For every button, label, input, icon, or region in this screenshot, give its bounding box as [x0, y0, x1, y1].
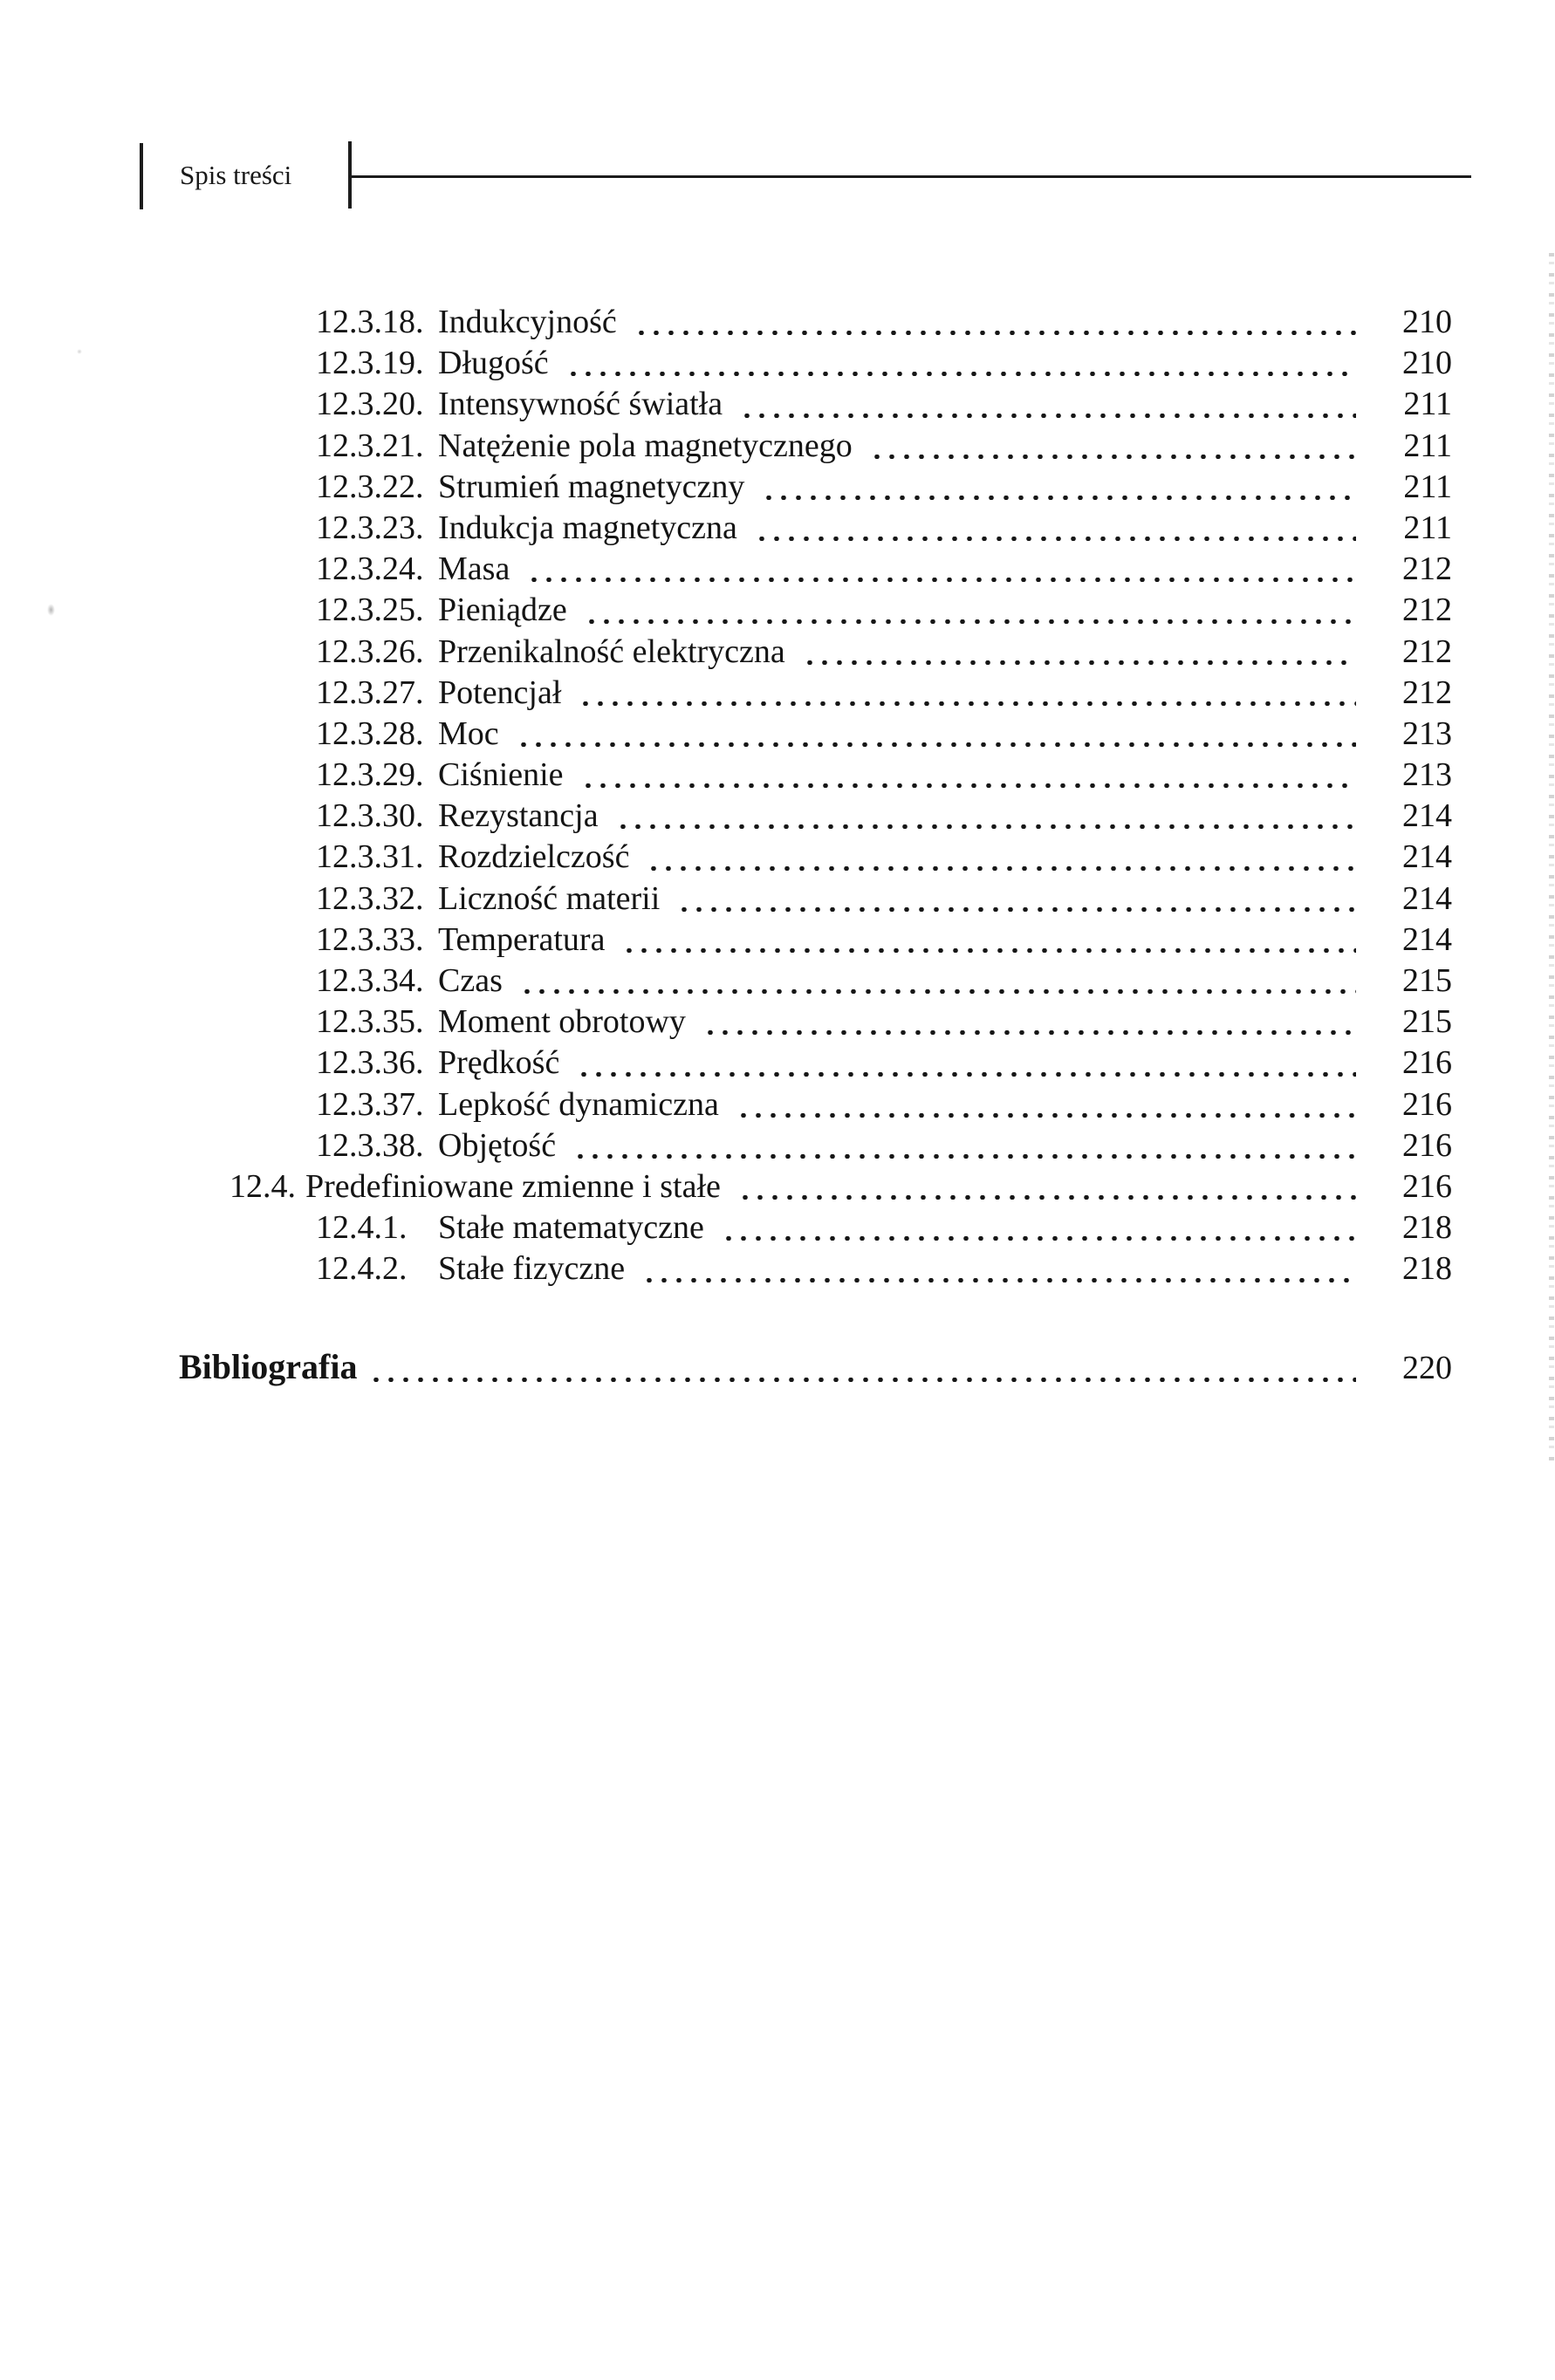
- dot-leader: [703, 1030, 1356, 1043]
- toc-entry-title: Intensywność światła: [438, 386, 723, 423]
- toc-entry: [0, 467, 1452, 508]
- toc-entry: [0, 714, 1452, 755]
- toc-entry-page: 214: [1402, 920, 1452, 958]
- toc-entry-page: 213: [1402, 756, 1452, 794]
- toc-entry-title: Lepkość dynamiczna: [438, 1085, 719, 1123]
- toc-entry-page: 211: [1403, 427, 1452, 464]
- toc-entry-number: 12.3.18.: [316, 304, 424, 340]
- toc-entry-page: 212: [1402, 674, 1452, 711]
- toc-entry: [0, 508, 1452, 549]
- toc-entry-page: 213: [1402, 715, 1452, 752]
- toc-entry-number: 12.3.19.: [316, 345, 424, 382]
- toc-entry: [0, 426, 1452, 467]
- toc-entry-title: Bibliografia: [179, 1346, 358, 1386]
- dot-leader: [722, 1236, 1356, 1248]
- toc-entry-number: 12.3.31.: [316, 838, 424, 876]
- toc-entry-page: 214: [1402, 879, 1452, 917]
- dot-leader: [736, 1113, 1356, 1125]
- header-rule: [350, 175, 1471, 178]
- toc-entry-title: Predefiniowane zmienne i stałe: [305, 1167, 721, 1205]
- toc-entry: [0, 1002, 1452, 1043]
- toc-entry: [0, 1166, 1452, 1207]
- header-left-bar: [140, 143, 143, 209]
- toc-entry-number: 12.3.22.: [316, 468, 424, 505]
- toc-entry: [0, 549, 1452, 590]
- toc-entry: [0, 384, 1452, 425]
- toc-entry-title: Natężenie pola magnetycznego: [438, 427, 853, 464]
- toc-entry-title: Indukcja magnetyczna: [438, 509, 737, 546]
- toc-entry-page: 210: [1402, 345, 1452, 382]
- toc-entry-number: 12.4.1.: [316, 1209, 408, 1247]
- toc-entry-number: 12.3.21.: [316, 427, 424, 464]
- toc-entry-number: 12.4.2.: [316, 1250, 408, 1288]
- toc-entry: [0, 879, 1452, 920]
- dot-leader: [566, 372, 1356, 384]
- toc-entry: [0, 590, 1452, 631]
- toc-entry-number: 12.3.30.: [316, 797, 424, 835]
- toc-entry-page: 210: [1402, 304, 1452, 340]
- toc-entry-title: Strumień magnetyczny: [438, 468, 745, 505]
- toc-entry-page: 212: [1402, 592, 1452, 629]
- toc-entry: [0, 961, 1452, 1002]
- toc-entry-number: 12.3.36.: [316, 1044, 424, 1082]
- bibliography-entry: [0, 1344, 1452, 1390]
- toc-entry: [0, 1248, 1452, 1289]
- toc-entry-page: 216: [1402, 1167, 1452, 1205]
- toc-entry-number: 12.3.32.: [316, 879, 424, 917]
- toc-entry-title: Pieniądze: [438, 592, 567, 629]
- toc-entry: [0, 755, 1452, 796]
- toc-entry-title: Moment obrotowy: [438, 1003, 686, 1041]
- dot-leader: [634, 331, 1356, 343]
- dot-leader: [616, 824, 1356, 837]
- page-title: Spis treści: [180, 160, 292, 190]
- toc-entry-title: Stałe matematyczne: [438, 1209, 704, 1247]
- toc-entry-page: 216: [1402, 1126, 1452, 1164]
- toc-entry-page: 214: [1402, 797, 1452, 835]
- dot-leader: [520, 989, 1356, 1002]
- dot-leader: [738, 1195, 1356, 1207]
- dot-leader: [581, 783, 1356, 796]
- toc-entry: [0, 343, 1452, 384]
- scan-smudge: [47, 604, 55, 616]
- toc-entry-title: Temperatura: [438, 920, 606, 958]
- toc-entry: [0, 1043, 1452, 1084]
- dot-leader: [622, 948, 1356, 961]
- toc-entry-page: 215: [1402, 962, 1452, 999]
- toc-entry: [0, 920, 1452, 961]
- dot-leader: [755, 537, 1356, 549]
- toc-entry-title: Masa: [438, 551, 510, 588]
- toc-entry: [0, 796, 1452, 837]
- toc-entry-title: Potencjał: [438, 674, 562, 711]
- toc-entry-title: Czas: [438, 962, 503, 999]
- dot-leader: [642, 1278, 1356, 1290]
- dot-leader: [803, 660, 1356, 673]
- toc-entry-number: 12.3.24.: [316, 551, 424, 588]
- toc-entry-number: 12.3.37.: [316, 1085, 424, 1123]
- toc-entry-number: 12.3.38.: [316, 1126, 424, 1164]
- page-header: [0, 140, 1555, 213]
- toc-entry-number: 12.3.35.: [316, 1003, 424, 1041]
- toc-entry: [0, 673, 1452, 714]
- toc-entry-page: 214: [1402, 838, 1452, 876]
- dot-leader: [585, 619, 1356, 632]
- toc-entry: [0, 1125, 1452, 1166]
- toc-list: [0, 302, 1452, 1390]
- toc-entry-page: 220: [1402, 1349, 1452, 1386]
- toc-entry-page: 218: [1402, 1250, 1452, 1288]
- dot-leader: [527, 578, 1356, 590]
- toc-entry-page: 216: [1402, 1085, 1452, 1123]
- toc-entry-page: 215: [1402, 1003, 1452, 1041]
- toc-entry-title: Rezystancja: [438, 797, 599, 835]
- toc-entry-page: 211: [1403, 468, 1452, 505]
- toc-entry-number: 12.3.23.: [316, 509, 424, 546]
- dot-leader: [677, 907, 1356, 920]
- toc-entry-title: Stałe fizyczne: [438, 1250, 626, 1288]
- toc-entry-title: Objętość: [438, 1126, 557, 1164]
- dot-leader: [573, 1154, 1356, 1166]
- dot-leader: [369, 1378, 1356, 1390]
- dot-leader: [517, 742, 1356, 755]
- toc-entry-page: 211: [1403, 509, 1452, 546]
- toc-entry-page: 211: [1403, 386, 1452, 423]
- toc-entry: [0, 302, 1452, 343]
- toc-entry-title: Rozdzielczość: [438, 838, 630, 876]
- toc-entry: [0, 632, 1452, 673]
- toc-entry-title: Liczność materii: [438, 879, 661, 917]
- toc-entry-number: 12.3.33.: [316, 920, 424, 958]
- dot-leader: [577, 1072, 1356, 1084]
- toc-entry-title: Moc: [438, 715, 499, 752]
- toc-entry-number: 12.3.34.: [316, 962, 424, 999]
- toc-entry-title: Indukcyjność: [438, 304, 617, 340]
- toc-entry-title: Przenikalność elektryczna: [438, 633, 785, 670]
- toc-entry-number: 12.3.27.: [316, 674, 424, 711]
- toc-entry: [0, 837, 1452, 878]
- toc-entry-number: 12.3.25.: [316, 592, 424, 629]
- toc-entry-page: 216: [1402, 1044, 1452, 1082]
- dot-leader: [762, 496, 1356, 508]
- toc-entry-number: 12.3.20.: [316, 386, 424, 423]
- dot-leader: [740, 414, 1356, 426]
- toc-entry-number: 12.3.28.: [316, 715, 424, 752]
- toc-entry: [0, 1207, 1452, 1248]
- dot-leader: [870, 455, 1356, 467]
- toc-entry: [0, 1084, 1452, 1125]
- toc-entry-title: Długość: [438, 345, 549, 382]
- toc-entry-page: 212: [1402, 551, 1452, 588]
- toc-entry-title: Ciśnienie: [438, 756, 564, 794]
- scan-edge-artifact: [1549, 253, 1554, 1466]
- dot-leader: [647, 866, 1356, 879]
- toc-entry-number: 12.3.26.: [316, 633, 424, 670]
- toc-entry-page: 212: [1402, 633, 1452, 670]
- scan-smudge: [77, 349, 82, 354]
- toc-entry-title: Prędkość: [438, 1044, 560, 1082]
- toc-entry-number: 12.3.29.: [316, 756, 424, 794]
- toc-entry-page: 218: [1402, 1209, 1452, 1247]
- dot-leader: [579, 701, 1356, 714]
- toc-entry-number: 12.4.: [229, 1167, 296, 1205]
